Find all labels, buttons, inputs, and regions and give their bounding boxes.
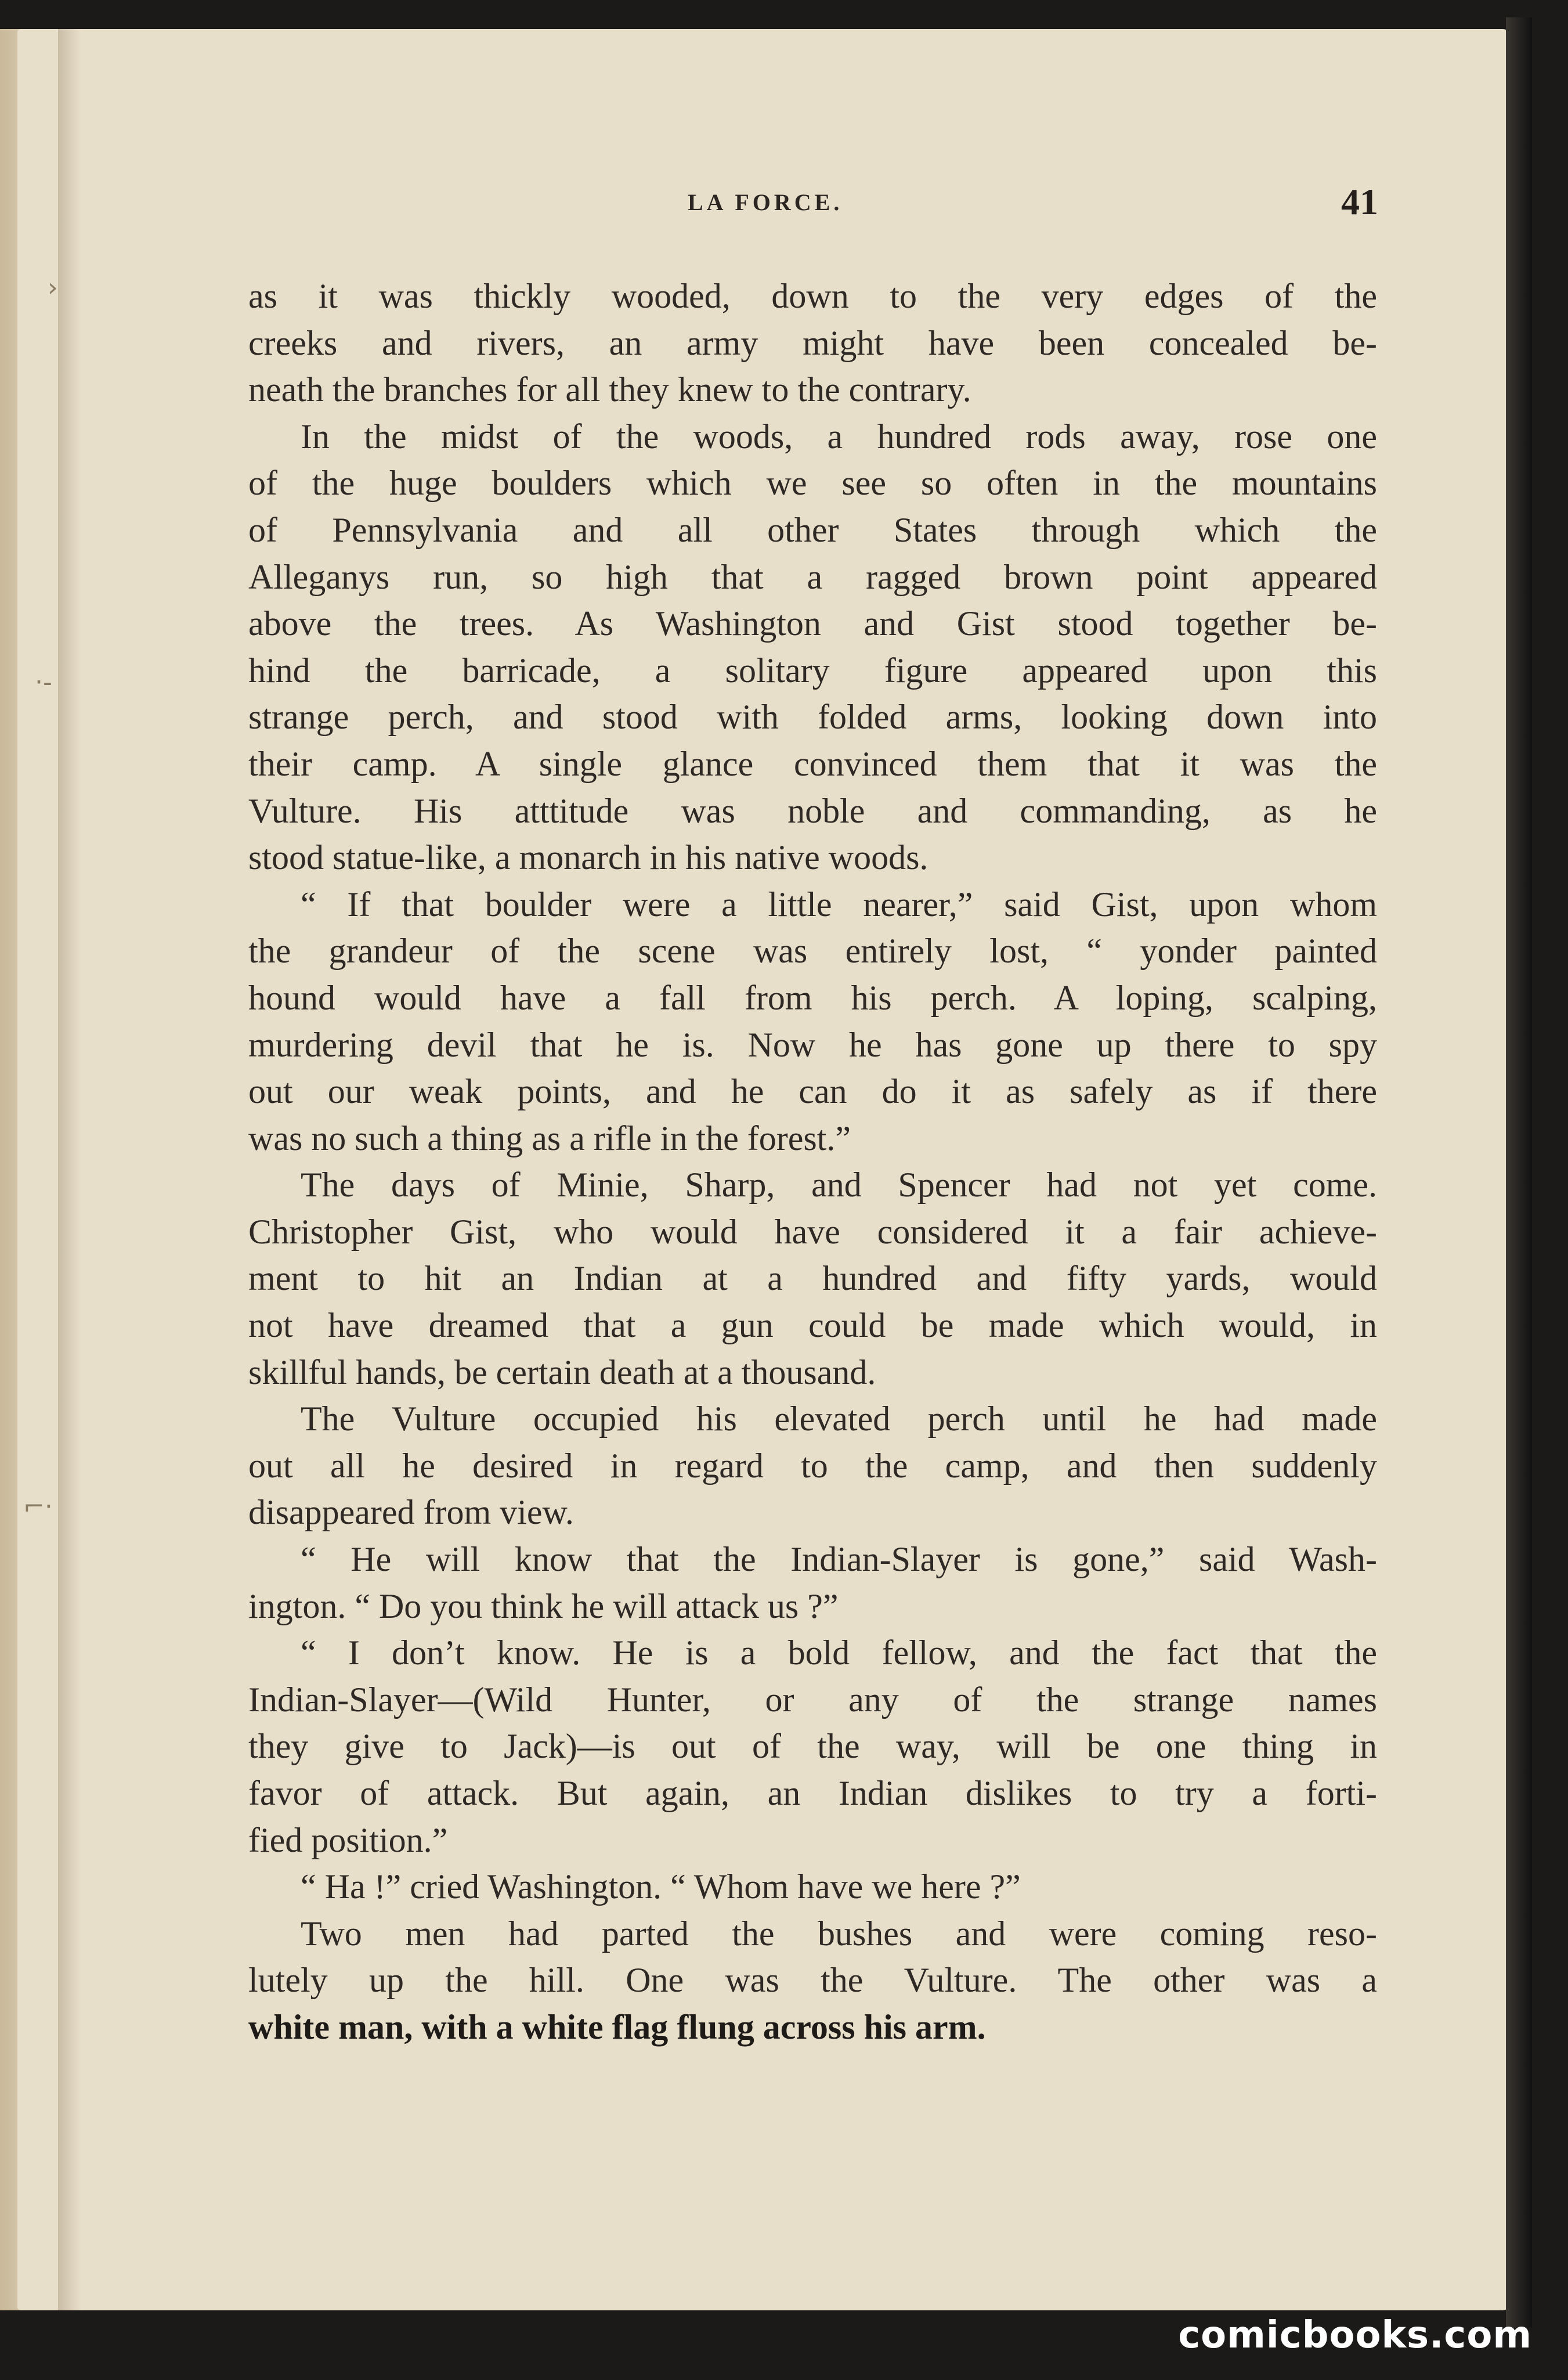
text-line: “ If that boulder were a little nearer,” said Gist, upon whom <box>301 885 1377 924</box>
margin-mark: ⌐· <box>23 1492 53 1521</box>
page-header <box>244 181 1378 241</box>
text-line: disappeared from view. <box>248 1493 574 1532</box>
page-number: 41 <box>1341 181 1378 222</box>
text-line: In the midst of the woods, a hundred rods away, rose one <box>301 417 1377 456</box>
text-line: their camp. A single glance convinced them that it was the <box>248 744 1377 783</box>
text-line: strange perch, and stood with folded arms, looking down into <box>248 698 1377 737</box>
text-line: The days of Minie, Sharp, and Spencer had not yet come. <box>301 1166 1377 1205</box>
text-line: Two men had parted the bushes and were coming reso- <box>301 1914 1377 1953</box>
text-line: above the trees. As Washington and Gist stood together be- <box>248 604 1377 643</box>
text-line: white man, with a white flag flung across his arm. <box>248 2007 986 2046</box>
text-line: Christopher Gist, who would have considered it a fair achieve- <box>248 1212 1377 1251</box>
text-line: ington. “ Do you think he will attack us ?” <box>248 1586 839 1625</box>
running-title: LA FORCE. <box>688 189 843 215</box>
text-line: Indian-Slayer—(Wild Hunter, or any of the strange names <box>248 1680 1377 1719</box>
text-line: The Vulture occupied his elevated perch until he had made <box>301 1400 1377 1438</box>
margin-mark: › <box>48 273 58 302</box>
text-line: ment to hit an Indian at a hundred and fifty yards, would <box>248 1259 1377 1298</box>
text-line: murdering devil that he is. Now he has gone up there to spy <box>248 1025 1377 1064</box>
spine-shadow <box>58 29 81 2310</box>
page-right-edge <box>1506 17 1532 2328</box>
margin-mark: ·- <box>35 668 52 697</box>
text-line: skillful hands, be certain death at a thousand. <box>248 1353 876 1391</box>
text-line: hind the barricade, a solitary figure appeared upon this <box>248 651 1377 690</box>
text-line: stood statue-like, a monarch in his native woods. <box>248 838 928 877</box>
text-line: “ Ha !” cried Washington. “ Whom have we here ?” <box>301 1867 1021 1906</box>
text-line: lutely up the hill. One was the Vulture. The other was a <box>248 1961 1377 2000</box>
text-line: fied position.” <box>248 1820 448 1859</box>
text-line: “ He will know that the Indian-Slayer is gone,” said Wash- <box>301 1540 1377 1579</box>
text-line: as it was thickly wooded, down to the very edges of the <box>248 277 1377 315</box>
text-line: they give to Jack)—is out of the way, will be one thing in <box>248 1727 1377 1766</box>
text-line: creeks and rivers, an army might have been concealed be- <box>248 323 1377 362</box>
text-line: Alleganys run, so high that a ragged brown point appeared <box>248 557 1377 596</box>
text-line: favor of attack. But again, an Indian dislikes to try a forti- <box>248 1774 1377 1812</box>
text-line: of Pennsylvania and all other States through which the <box>248 510 1377 549</box>
text-line: out our weak points, and he can do it as safely as if there <box>248 1072 1377 1111</box>
text-line: “ I don’t know. He is a bold fellow, and the fact that the <box>301 1633 1377 1672</box>
text-line: out all he desired in regard to the camp, and then suddenly <box>248 1446 1377 1485</box>
watermark: comicbooks.com <box>1178 2314 1532 2357</box>
text-line: hound would have a fall from his perch. A loping, scalping, <box>248 978 1377 1017</box>
text-line: the grandeur of the scene was entirely lost, “ yonder painted <box>248 932 1377 971</box>
text-line: neath the branches for all they knew to the contrary. <box>248 370 971 409</box>
text-line: Vulture. His atttitude was noble and commanding, as he <box>248 791 1377 830</box>
text-line: not have dreamed that a gun could be made which would, in <box>248 1306 1377 1345</box>
body-text <box>248 273 1377 2051</box>
text-line: of the huge boulders which we see so often in the mountains <box>248 464 1377 503</box>
text-line: was no such a thing as a rifle in the forest.” <box>248 1119 851 1157</box>
